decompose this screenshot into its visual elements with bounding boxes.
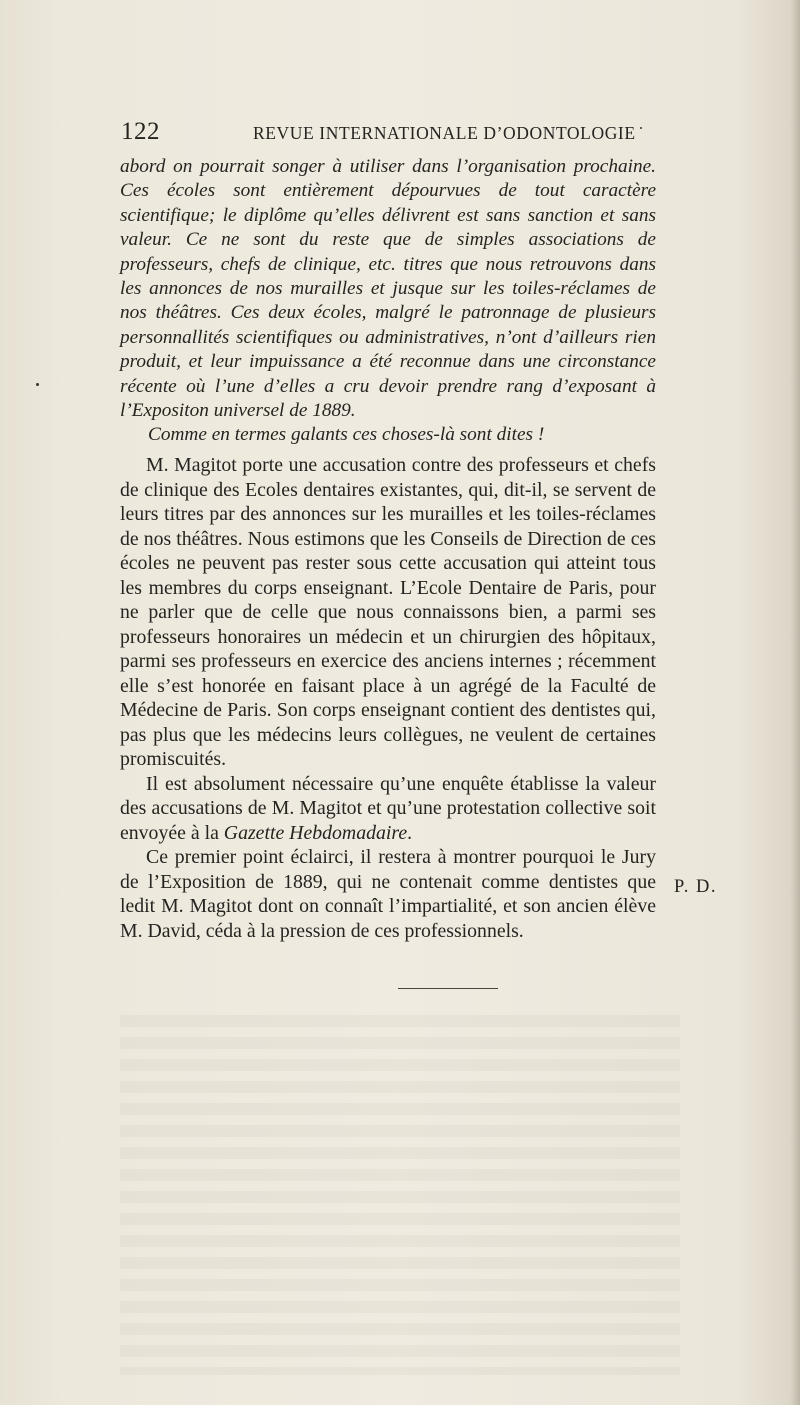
body-paragraph-2-start: Il est absolument nécessaire qu’une enquête établisse la valeur des accusations de M. Magitot et qu’une protestation collective soit envoyée à la xyxy=(120,772,656,844)
page-number: 122 xyxy=(121,118,160,145)
quoted-paragraph: abord on pourrait songer à utiliser dans l’organisation prochaine. Ces écoles sont entièrement dépourvues de tout caractère scientifique; le diplôme qu’elles délivrent est sans sanction et sans valeur. Ce ne sont du reste que de simples associations de professeurs, chefs de clinique, etc. titres que nous retrouvons dans les annonces de nos murailles et jusque sur les toiles-réclames de nos théâtres. Ces deux écoles, malgré le patronnage de plusieurs personnallités scientifiques ou administratives, n’ont d’ailleurs rien produit, et leur impuissance a été reconnue dans une circonstance récente où l’une d’elles a cru devoir prendre rang d’exposant à l’Expositon universel de 1889. xyxy=(120,156,656,422)
journal-title: Gazette Hebdomadaire xyxy=(223,821,408,844)
print-speck xyxy=(640,127,642,129)
page-edge-shadow xyxy=(790,0,800,1405)
quoted-passage xyxy=(120,155,656,448)
page-header xyxy=(121,118,657,148)
section-separator-rule xyxy=(398,988,498,989)
quoted-remark: Comme en termes galants ces choses-là sont dites ! xyxy=(148,424,545,446)
author-signature: P. D. xyxy=(674,877,717,897)
body-paragraph-2 xyxy=(120,772,656,846)
body-paragraph-3: Ce premier point éclairci, il restera à montrer pourquoi le Jury de l’Exposition de 1889, qui ne contenait comme dentistes que ledit M. Magitot dont on connaît l’impartialité, et son ancien élève M. David, céda à la pression de ces professionnels. xyxy=(120,846,656,942)
body-paragraph-2-end: . xyxy=(407,821,413,844)
print-speck xyxy=(36,383,39,386)
running-title: REVUE INTERNATIONALE D’ODONTOLOGIE xyxy=(253,123,636,143)
show-through-texture xyxy=(120,1015,680,1375)
article-body xyxy=(120,453,656,943)
body-paragraph-1: M. Magitot porte une accusation contre des professeurs et chefs de clinique des Ecoles dentaires existantes, qui, dit-il, se servent de leurs titres par des annonces sur les murailles et les toiles-réclames de nos théâtres. Nous estimons que les Conseils de Direction de ces écoles ne peuvent pas rester sous cette accusation qui atteint tous les membres du corps enseignant. L’Ecole Dentaire de Paris, pour ne parler que de celle que nous connaissons bien, a parmi ses professeurs honoraires un médecin et un chirurgien des hôpitaux, parmi ses professeurs en exercice des anciens internes ; récemment elle s’est honorée en faisant place à un agrégé de la Faculté de Médecine de Paris. Son corps enseignant contient des dentistes qui, pas plus que les médecins leurs collègues, ne veulent de certaines promiscuités. xyxy=(120,454,656,770)
